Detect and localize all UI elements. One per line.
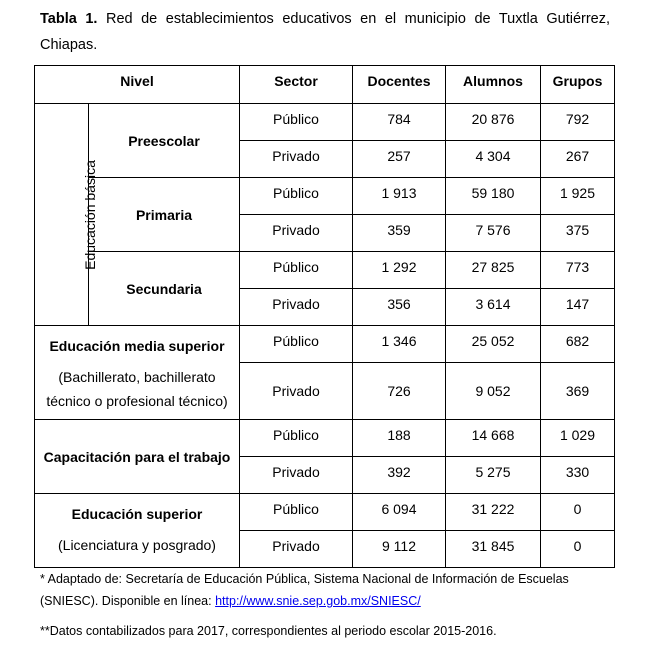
alumnos-cell: 3 614: [446, 289, 541, 326]
header-nivel: Nivel: [35, 66, 240, 104]
level-media-superior: [35, 326, 240, 420]
footnote-source-text: * Adaptado de: Secretaría de Educación Pública, Sistema Nacional de Información de Escuelas (SNIESC). Disponible en línea:: [40, 572, 569, 608]
sector-cell: Privado: [240, 289, 353, 326]
alumnos-cell: 25 052: [446, 326, 541, 363]
alumnos-cell: 31 222: [446, 494, 541, 531]
level-secundaria: Secundaria: [89, 252, 240, 326]
grupos-cell: 1 029: [541, 420, 615, 457]
sector-cell: Público: [240, 326, 353, 363]
footnotes: [40, 568, 620, 642]
alumnos-cell: 5 275: [446, 457, 541, 494]
sector-cell: Público: [240, 104, 353, 141]
alumnos-cell: 4 304: [446, 141, 541, 178]
header-row: [35, 66, 615, 104]
header-docentes: Docentes: [353, 66, 446, 104]
sector-cell: Privado: [240, 457, 353, 494]
level-media-superior-detail: (Bachillerato, bachillerato técnico o profesional técnico): [46, 369, 228, 409]
level-preescolar: Preescolar: [89, 104, 240, 178]
basic-education-group-cell: [35, 104, 98, 326]
sector-cell: Privado: [240, 215, 353, 252]
footnote-source: [40, 568, 620, 612]
docentes-cell: 392: [353, 457, 446, 494]
table-row: [35, 104, 615, 141]
sector-cell: Privado: [240, 531, 353, 568]
docentes-cell: 356: [353, 289, 446, 326]
footnote-source-link[interactable]: http://www.snie.sep.gob.mx/SNIESC/: [215, 594, 421, 608]
grupos-cell: 773: [541, 252, 615, 289]
grupos-cell: 682: [541, 326, 615, 363]
caption-text: Red de establecimientos educativos en el municipio de Tuxtla Gutiérrez, Chiapas.: [40, 11, 611, 53]
docentes-cell: 726: [353, 363, 446, 420]
docentes-cell: 1 292: [353, 252, 446, 289]
grupos-cell: 147: [541, 289, 615, 326]
footnote-data-period: **Datos contabilizados para 2017, correspondientes al periodo escolar 2015-2016.: [40, 624, 497, 638]
grupos-cell: 267: [541, 141, 615, 178]
docentes-cell: 257: [353, 141, 446, 178]
caption-label: Tabla 1.: [40, 11, 98, 27]
docentes-cell: 188: [353, 420, 446, 457]
level-media-superior-name: Educación media superior: [49, 338, 225, 354]
docentes-cell: 9 112: [353, 531, 446, 568]
header-sector: Sector: [240, 66, 353, 104]
grupos-cell: 0: [541, 494, 615, 531]
level-superior-detail: (Licenciatura y posgrado): [58, 537, 216, 553]
table-row: [35, 326, 615, 363]
alumnos-cell: 59 180: [446, 178, 541, 215]
table-caption: [40, 6, 610, 58]
grupos-cell: 375: [541, 215, 615, 252]
table-row: [35, 252, 615, 289]
sector-cell: Público: [240, 178, 353, 215]
basic-education-label: Educación básica: [81, 159, 98, 270]
alumnos-cell: 14 668: [446, 420, 541, 457]
table-row: [35, 494, 615, 531]
grupos-cell: 1 925: [541, 178, 615, 215]
sector-cell: Público: [240, 494, 353, 531]
docentes-cell: 1 346: [353, 326, 446, 363]
alumnos-cell: 7 576: [446, 215, 541, 252]
docentes-cell: 359: [353, 215, 446, 252]
header-alumnos: Alumnos: [446, 66, 541, 104]
sector-cell: Privado: [240, 141, 353, 178]
docentes-cell: 784: [353, 104, 446, 141]
grupos-cell: 330: [541, 457, 615, 494]
grupos-cell: 792: [541, 104, 615, 141]
alumnos-cell: 27 825: [446, 252, 541, 289]
header-grupos: Grupos: [541, 66, 615, 104]
grupos-cell: 369: [541, 363, 615, 420]
alumnos-cell: 9 052: [446, 363, 541, 420]
alumnos-cell: 31 845: [446, 531, 541, 568]
docentes-cell: 1 913: [353, 178, 446, 215]
sector-cell: Público: [240, 252, 353, 289]
level-capacitacion: Capacitación para el trabajo: [35, 420, 240, 494]
level-superior: [35, 494, 240, 568]
sector-cell: Público: [240, 420, 353, 457]
table-row: [35, 178, 615, 215]
table-row: [35, 420, 615, 457]
education-table: [34, 65, 615, 568]
level-superior-name: Educación superior: [71, 506, 203, 522]
level-primaria: Primaria: [89, 178, 240, 252]
grupos-cell: 0: [541, 531, 615, 568]
alumnos-cell: 20 876: [446, 104, 541, 141]
docentes-cell: 6 094: [353, 494, 446, 531]
sector-cell: Privado: [240, 363, 353, 420]
